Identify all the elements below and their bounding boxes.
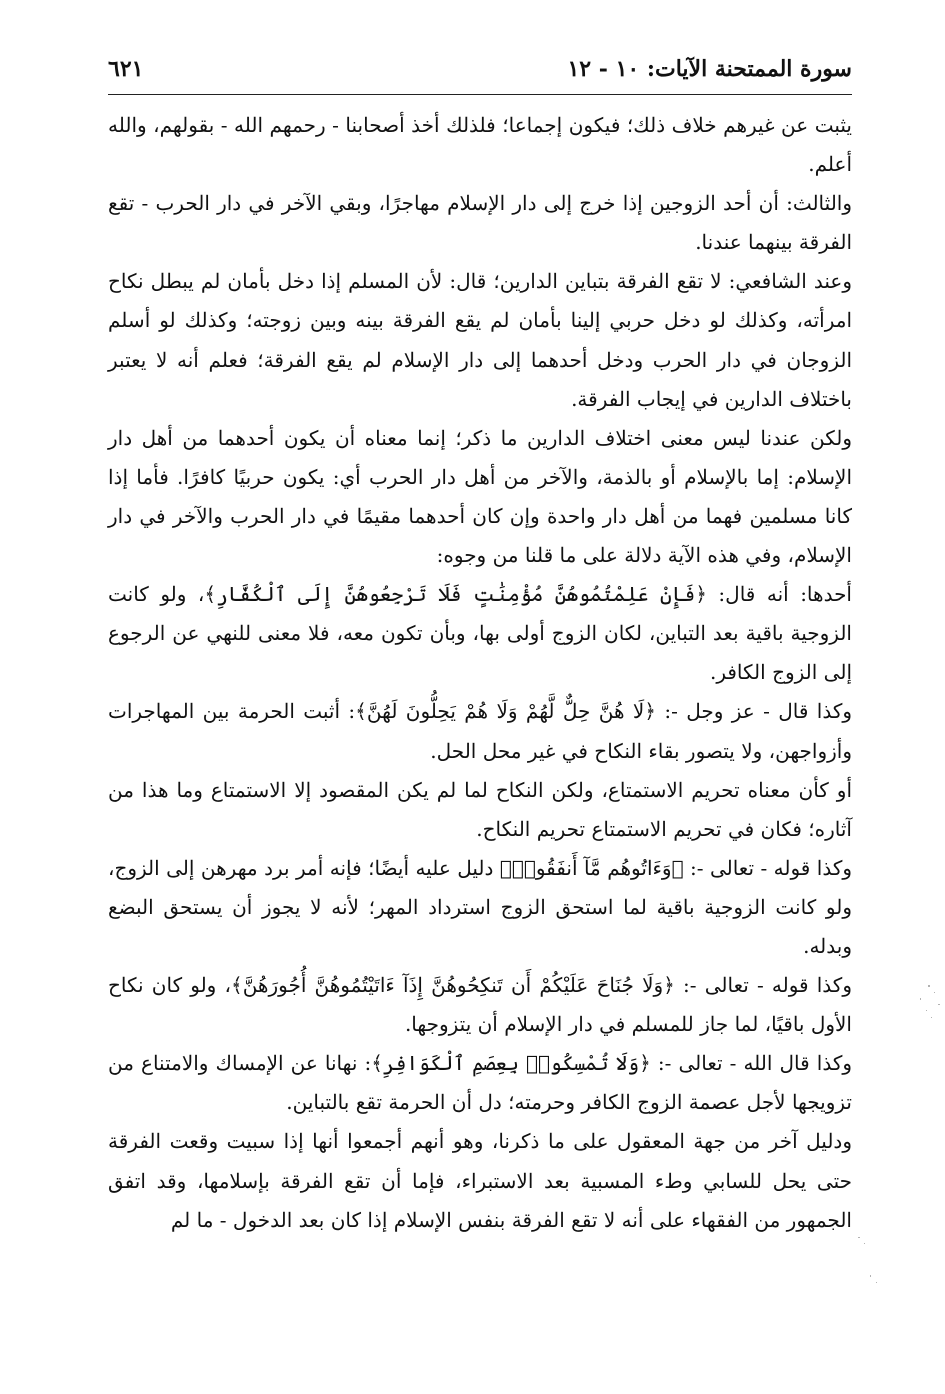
paragraph bbox=[108, 692, 852, 770]
paragraph bbox=[108, 849, 852, 966]
paragraph-text: أحدها: أنه قال: bbox=[706, 582, 852, 607]
paragraph-text: والثالث: أن أحد الزوجين إذا خرج إلى دار الإسلام مهاجرًا، وبقي الآخر في دار الحرب - تقع الفرقة بينهما عندنا. bbox=[108, 191, 852, 255]
paragraph bbox=[108, 1044, 852, 1122]
paragraph bbox=[108, 966, 852, 1044]
paragraph-text: : أثبت الحرمة بين المهاجرات وأزواجهن، ولا يتصور بقاء النكاح في غير محل الحل. bbox=[108, 699, 852, 763]
paragraph-text: ، ولو كانت الزوجية باقية بعد التباين، لكان الزوج أولى بها، وبأن تكون معه، فلا معنى للنهي عن الرجوع إلى الزوج الكافر. bbox=[108, 582, 852, 685]
paragraph-text: أو كأن معناه تحريم الاستمتاع، ولكن النكاح لما لم يكن المقصود إلا الاستمتاع وما هذا من آثاره؛ فكان في تحريم الاستمتاع تحريم النكاح. bbox=[108, 777, 852, 841]
paragraph-text: ، ولو كان نكاح الأول باقيًا، لما جاز للمسلم في دار الإسلام أن يتزوجها. bbox=[108, 973, 852, 1037]
paragraph bbox=[108, 575, 852, 692]
quran-quote: ﴿وَلَا تُمْسِكُوا۟ بِعِصَمِ ٱلْكَوَافِرِ﴾ bbox=[371, 1051, 651, 1076]
paragraph-text: دليل عليه أيضًا؛ فإنه أمر برد مهرهن إلى الزوج، ولو كانت الزوجية باقية لما استحق الزوج استرداد المهر؛ لأنه لا يجوز أن يستحق البضع وبدله. bbox=[108, 855, 852, 958]
quran-quote: ﴿فَإِنْ عَلِمْتُمُوهُنَّ مُؤْمِنَٰتٍ فَلَا تَرْجِعُوهُنَّ إِلَى ٱلْكُفَّارِ﴾ bbox=[204, 582, 707, 607]
paragraph-text: ودليل آخر من جهة المعقول على ما ذكرنا، وهو أنهم أجمعوا أنها إذا سبيت وقعت الفرقة حتى يحل للسابي وطء المسبية بعد الاستبراء، فإما أن تقع الفرقة بإسلامها، وقد اتفق الجمهور من الفقهاء على أنه لا تقع الفرقة بنفس الإسلام إذا كان بعد الدخول - ما لم bbox=[108, 1129, 852, 1232]
paragraph-text: وكذا قوله - تعالى -: bbox=[674, 973, 852, 998]
paragraph bbox=[108, 771, 852, 849]
paragraph-text: وكذا قوله - تعالى -: bbox=[683, 855, 853, 880]
header-divider bbox=[108, 94, 852, 95]
paragraph-text: ولكن عندنا ليس معنى اختلاف الدارين ما ذكر؛ إنما معناه أن يكون أحدهما من أهل دار الإسلام: إما بالإسلام أو بالذمة، والآخر من أهل دار الحرب أي: يكون حربيًا كافرًا. فأما إذا كانا مسلمين فهما من أهل دار واحدة وإن كان أحدهما مقيمًا في دار الحرب والآخر في دار الإسلام، وفي هذه الآية دلالة على ما قلنا من وجوه: bbox=[108, 425, 852, 568]
paragraph bbox=[108, 419, 852, 575]
quran-quote: ﴿وَلَا جُنَاحَ عَلَيْكُمْ أَن تَنكِحُوهُنَّ إِذَآ ءَاتَيْتُمُوهُنَّ أُجُورَهُنَّ﴾ bbox=[230, 973, 675, 998]
body-text bbox=[108, 106, 852, 1240]
running-header bbox=[108, 52, 852, 92]
paragraph bbox=[108, 1122, 852, 1239]
paragraph bbox=[108, 106, 852, 184]
paragraph-text: : نهانا عن الإمساك والامتناع من تزويجها لأجل عصمة الزوج الكافر وحرمته؛ دل أن الحرمة تقع بالتباين. bbox=[108, 1051, 852, 1115]
paragraph bbox=[108, 262, 852, 418]
paragraph-text: وكذا قال الله - تعالى -: bbox=[650, 1051, 853, 1076]
quran-quote: ﴿لَا هُنَّ حِلٌّ لَّهُمْ وَلَا هُمْ يَحِلُّونَ لَهُنَّ﴾ bbox=[355, 699, 657, 724]
paragraph-text: وعند الشافعي: لا تقع الفرقة بتباين الدارين؛ قال: لأن المسلم إذا دخل بأمان لم يبطل نكاح امرأته، وكذلك لو دخل حربي إلينا بأمان لم يقع الفرقة بينه وبين زوجته؛ وكذلك لو أسلم الزوجان في دار الحرب ودخل أحدهما إلى دار الإسلام لم يقع الفرقة؛ فعلم أنه لا يعتبر باختلاف الدارين في إيجاب الفرقة. bbox=[108, 269, 852, 411]
quran-quote: ﴿وَءَاتُوهُم مَّآ أَنفَقُوا۟﴾ bbox=[499, 855, 684, 880]
page-number: ٦٢١ bbox=[108, 56, 144, 82]
header-title: سورة الممتحنة الآيات: ١٠ - ١٢ bbox=[567, 56, 852, 82]
paragraph bbox=[108, 184, 852, 262]
paragraph-text: يثبت عن غيرهم خلاف ذلك؛ فيكون إجماعا؛ فلذلك أخذ أصحابنا - رحمهم الله - بقولهم، والله أعلم. bbox=[108, 113, 852, 177]
paragraph-text: وكذا قال - عز وجل -: bbox=[656, 699, 852, 724]
